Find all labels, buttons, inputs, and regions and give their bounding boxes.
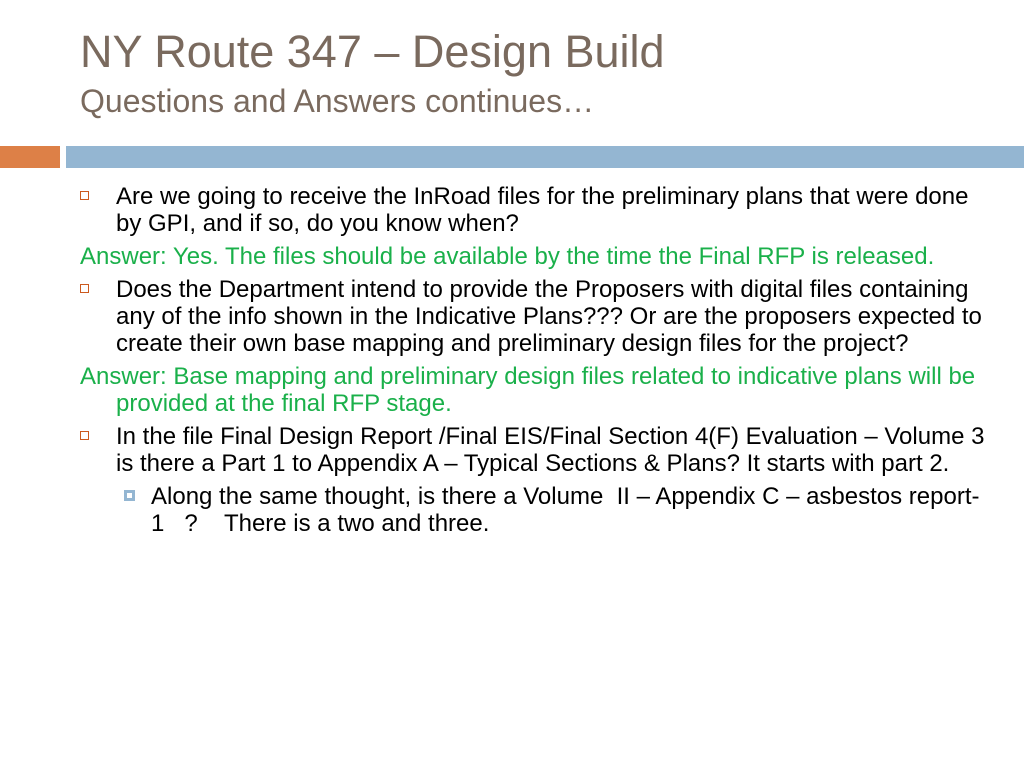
sub-question-text: Along the same thought, is there a Volume II – Appendix C – asbestos report-1 ? There is a two and three. (151, 483, 980, 537)
question-item (80, 183, 985, 237)
question-item (80, 276, 989, 357)
sub-question-item (116, 483, 985, 537)
slide-content (80, 183, 1018, 537)
accent-bar (0, 146, 60, 168)
slide-subtitle: Questions and Answers continues… (80, 83, 595, 119)
question-text: In the file Final Design Report /Final EIS/Final Section 4(F) Evaluation – Volume 3 is there a Part 1 to Appendix A – Typical Sections & Plans? It starts with part 2. (116, 423, 1018, 477)
question-item (80, 423, 1018, 477)
answer-text: Answer: Yes. The files should be available by the time the Final RFP is released. (80, 243, 935, 270)
answer-text: Answer: Base mapping and preliminary design files related to indicative plans will be provided at the final RFP stage. (80, 363, 982, 417)
question-text: Are we going to receive the InRoad files for the preliminary plans that were done by GPI, and if so, do you know when? (116, 183, 976, 237)
title-block (80, 24, 1010, 122)
slide-title: NY Route 347 – Design Build (80, 26, 665, 77)
header-divider-bar (66, 146, 1024, 168)
hollow-square-bullet-icon (80, 284, 89, 293)
hollow-square-bullet-icon (80, 431, 89, 440)
nested-square-bullet-icon (124, 490, 135, 501)
hollow-square-bullet-icon (80, 191, 89, 200)
question-text: Does the Department intend to provide the Proposers with digital files containing any of the info shown in the Indicative Plans??? Or are the proposers expected to create their own base mapping and preliminary design files for the project? (116, 276, 989, 357)
